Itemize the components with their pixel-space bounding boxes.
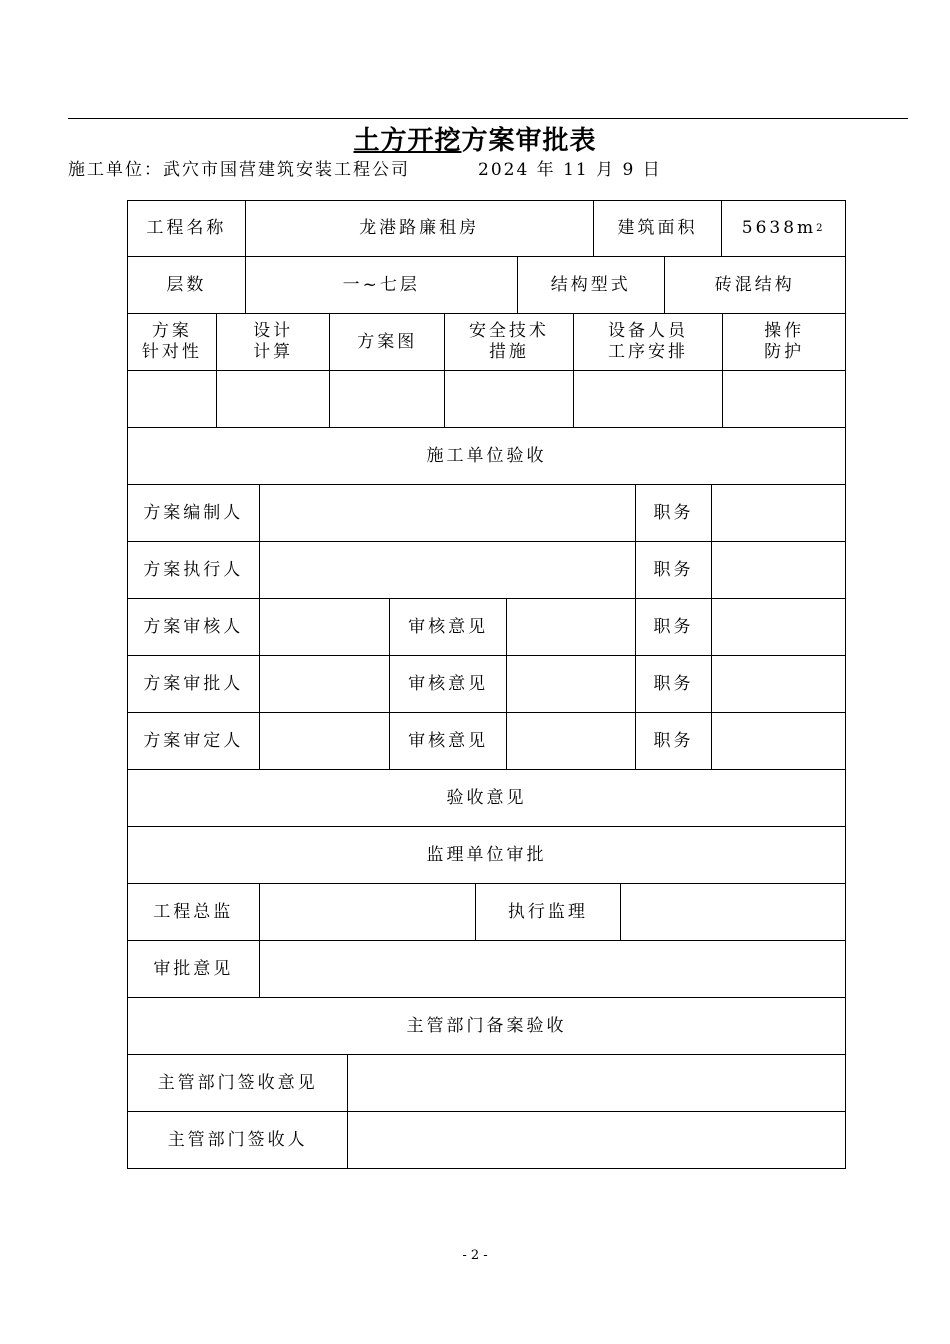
finalizer-label: 方案审定人 [128, 713, 260, 769]
approval-opinion-value[interactable] [260, 941, 845, 997]
plan-col-header [128, 314, 217, 370]
reviewer-label: 方案审核人 [128, 599, 260, 655]
area-value: 5638m [741, 218, 817, 238]
form-date: 2024 年 11 月 9 日 [478, 160, 662, 180]
header-line: 设备人员 [608, 321, 689, 341]
row-compiler [127, 485, 846, 542]
row-executor [127, 542, 846, 599]
structure-label: 结构型式 [518, 257, 665, 313]
area-label: 建筑面积 [594, 201, 723, 256]
header-line: 计算 [253, 342, 294, 362]
reviewer-value[interactable] [260, 599, 391, 655]
title-underlined: 土方开挖 [353, 126, 462, 156]
plan-col-header [330, 314, 445, 370]
post-label: 职务 [636, 713, 713, 769]
header-line: 设计 [253, 321, 294, 341]
compiler-label: 方案编制人 [128, 485, 260, 541]
row-construction-heading [127, 428, 846, 485]
floors-label: 层数 [128, 257, 246, 313]
header-line: 防护 [764, 342, 805, 362]
plan-value-cell[interactable] [445, 371, 574, 427]
plan-value-cell[interactable] [330, 371, 445, 427]
row-acceptance-opinion [127, 770, 846, 827]
row-project-name [127, 200, 846, 257]
post-value[interactable] [712, 485, 845, 541]
approver-label: 方案审批人 [128, 656, 260, 712]
section-heading: 监理单位审批 [426, 844, 547, 865]
executor-value[interactable] [260, 542, 636, 598]
opinion-label: 审核意见 [390, 599, 507, 655]
area-unit-sup: 2 [816, 223, 826, 234]
structure-value: 砖混结构 [714, 274, 795, 295]
section-heading: 施工单位验收 [426, 445, 547, 466]
post-value[interactable] [712, 599, 845, 655]
plan-col-header [574, 314, 724, 370]
row-supervisors [127, 884, 846, 941]
row-approval-opinion [127, 941, 846, 998]
approval-opinion-label: 审批意见 [128, 941, 260, 997]
opinion-label: 审核意见 [390, 713, 507, 769]
header-line: 针对性 [141, 342, 202, 362]
approver-value[interactable] [260, 656, 391, 712]
acceptance-opinion-heading: 验收意见 [446, 787, 527, 808]
page-title [0, 120, 950, 157]
row-finalizer [127, 713, 846, 770]
compiler-value[interactable] [260, 485, 636, 541]
header-line: 方案 [151, 321, 192, 341]
row-authority-heading [127, 998, 846, 1055]
row-authority-opinion [127, 1055, 846, 1112]
post-label: 职务 [636, 485, 713, 541]
header-line: 方案图 [357, 331, 418, 352]
row-plan-headers [127, 314, 846, 371]
header-line: 安全技术 [468, 321, 549, 341]
project-name-value: 龙港路廉租房 [246, 201, 594, 256]
row-plan-values [127, 371, 846, 428]
row-approver [127, 656, 846, 713]
unit-line [68, 155, 662, 180]
exec-supervisor-value[interactable] [621, 884, 845, 940]
opinion-value[interactable] [507, 599, 636, 655]
plan-value-cell[interactable] [128, 371, 217, 427]
executor-label: 方案执行人 [128, 542, 260, 598]
chief-supervisor-label: 工程总监 [128, 884, 260, 940]
post-label: 职务 [636, 542, 713, 598]
plan-col-header [723, 314, 845, 370]
plan-col-header [217, 314, 331, 370]
exec-supervisor-label: 执行监理 [476, 884, 621, 940]
plan-col-header [445, 314, 574, 370]
plan-value-cell[interactable] [217, 371, 331, 427]
opinion-value[interactable] [507, 656, 636, 712]
post-label: 职务 [636, 599, 713, 655]
plan-value-cell[interactable] [723, 371, 845, 427]
title-rest: 方案审批表 [461, 126, 597, 156]
opinion-value[interactable] [507, 713, 636, 769]
area-value-cell [722, 201, 845, 256]
page-number: - 2 - [462, 1248, 488, 1263]
authority-signer-label: 主管部门签收人 [128, 1112, 348, 1168]
section-heading: 主管部门备案验收 [406, 1015, 567, 1036]
chief-supervisor-value[interactable] [260, 884, 476, 940]
finalizer-value[interactable] [260, 713, 391, 769]
row-authority-signer [127, 1112, 846, 1169]
plan-value-cell[interactable] [574, 371, 724, 427]
authority-opinion-label: 主管部门签收意见 [128, 1055, 348, 1111]
post-label: 职务 [636, 656, 713, 712]
header-line: 措施 [488, 342, 529, 362]
unit-label: 施工单位：武穴市国营建筑安装工程公司 [68, 160, 410, 180]
row-floors [127, 257, 846, 314]
opinion-label: 审核意见 [390, 656, 507, 712]
header-line: 工序安排 [608, 342, 689, 362]
post-value[interactable] [712, 713, 845, 769]
floors-value: 一~七层 [246, 257, 518, 313]
row-supervision-heading [127, 827, 846, 884]
authority-signer-value[interactable] [348, 1112, 845, 1168]
project-name-label: 工程名称 [128, 201, 246, 256]
post-value[interactable] [712, 542, 845, 598]
post-value[interactable] [712, 656, 845, 712]
header-line: 操作 [764, 321, 805, 341]
header-rule [68, 118, 908, 119]
authority-opinion-value[interactable] [348, 1055, 845, 1111]
row-reviewer [127, 599, 846, 656]
